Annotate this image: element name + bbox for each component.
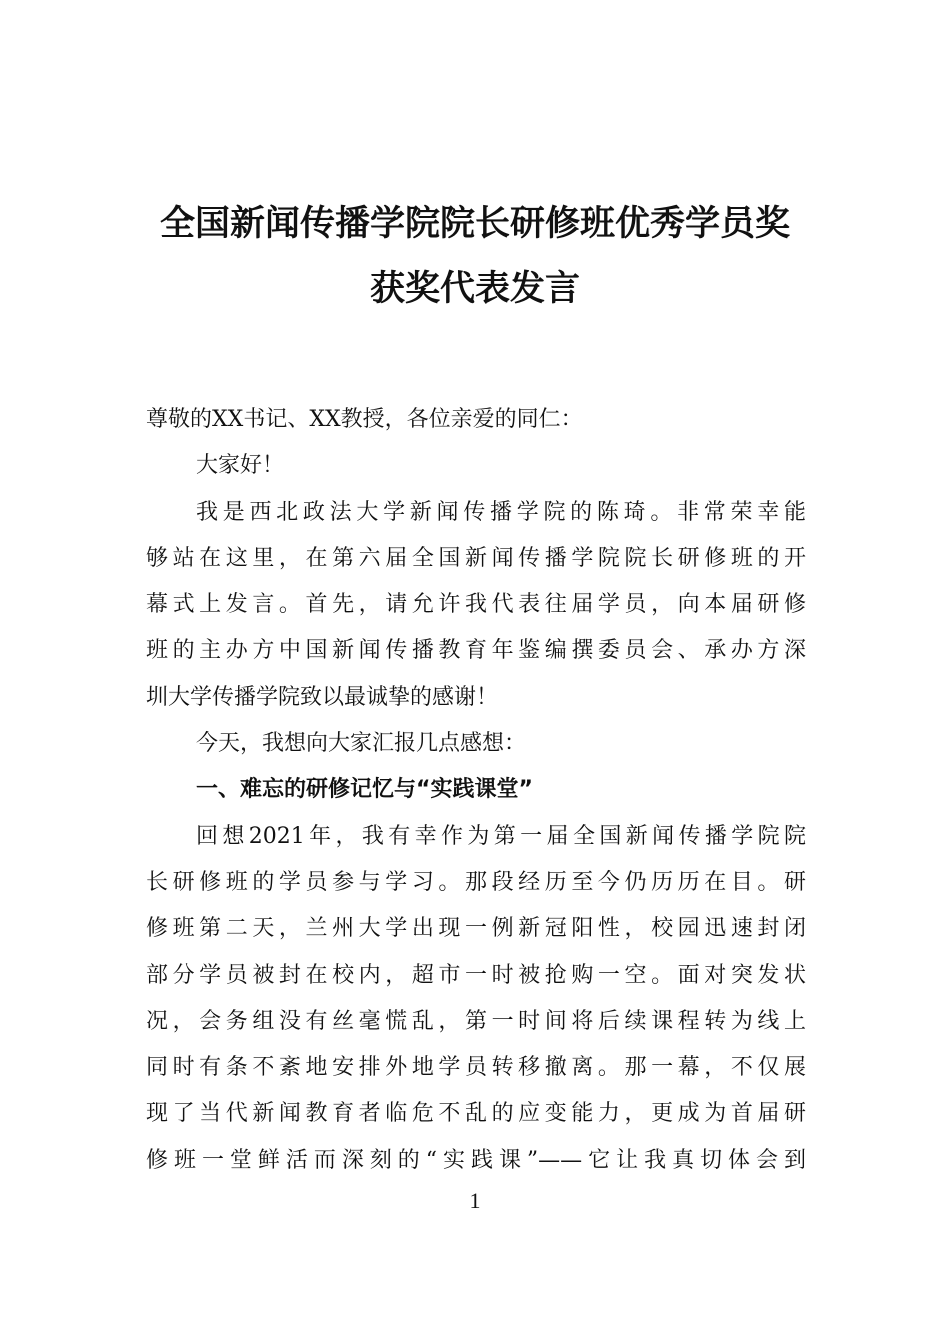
paragraph-1-line: 幕式上发言。首先，请允许我代表往届学员，向本届研修 — [146, 592, 806, 618]
greeting: 大家好！ — [196, 453, 285, 479]
paragraph-3-line: 现了当代新闻教育者临危不乱的应变能力，更成为首届研 — [146, 1101, 806, 1127]
paragraph-1-line: 圳大学传播学院致以最诚挚的感谢！ — [146, 684, 499, 710]
page-number: 1 — [469, 1188, 481, 1213]
paragraph-3-line: 长研修班的学员参与学习。那段经历至今仍历历在目。研 — [146, 869, 806, 895]
paragraph-1-line: 够站在这里，在第六届全国新闻传播学院院长研修班的开 — [146, 545, 806, 571]
document-title-line-2: 获奖代表发言 — [369, 269, 580, 309]
paragraph-3-line: 修班第二天，兰州大学出现一例新冠阳性，校园迅速封闭 — [146, 916, 806, 942]
paragraph-1-line: 班的主办方中国新闻传播教育年鉴编撰委员会、承办方深 — [146, 638, 806, 664]
paragraph-3-line: 回想2021年，我有幸作为第一届全国新闻传播学院院 — [196, 823, 806, 849]
paragraph-1-line: 我是西北政法大学新闻传播学院的陈琦。非常荣幸能 — [196, 499, 806, 525]
paragraph-2: 今天，我想向大家汇报几点感想： — [196, 731, 527, 757]
document-title-line-1: 全国新闻传播学院院长研修班优秀学员奖 — [159, 204, 790, 244]
section-heading: 一、难忘的研修记忆与“实践课堂” — [196, 777, 533, 803]
paragraph-3-line: 部分学员被封在校内，超市一时被抢购一空。面对突发状 — [146, 962, 806, 988]
document-body — [146, 397, 806, 1184]
salutation: 尊敬的XX书记、XX教授，各位亲爱的同仁： — [146, 407, 583, 432]
paragraph-3-line: 修班一堂鲜活而深刻的“实践课”——它让我真切体会到 — [146, 1147, 806, 1173]
paragraph-3-line: 况，会务组没有丝毫慌乱，第一时间将后续课程转为线上 — [146, 1008, 806, 1034]
paragraph-3-line: 同时有条不紊地安排外地学员转移撤离。那一幕，不仅展 — [146, 1055, 806, 1081]
